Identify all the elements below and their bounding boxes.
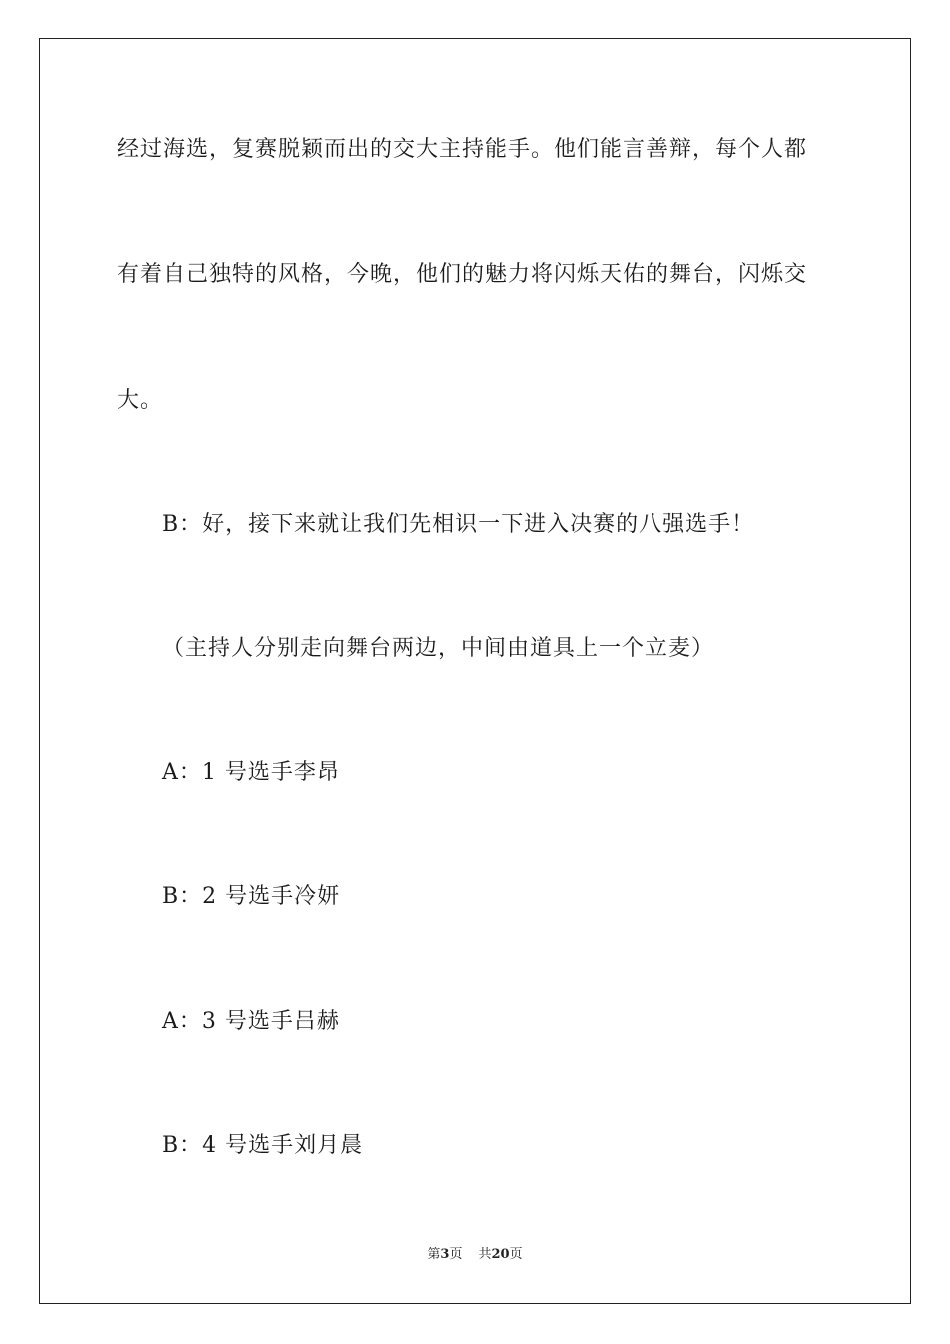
dialogue-a-contestant-3: A：3 号选手吕赫 — [162, 1009, 340, 1034]
page-suffix: 页 — [449, 1247, 463, 1262]
paragraph-line-1: 经过海选，复赛脱颖而出的交大主持能手。他们能言善辩，每个人都 — [117, 137, 808, 162]
page-number: 3 — [440, 1247, 450, 1262]
page-prefix: 第 — [427, 1247, 441, 1262]
dialogue-b-contestant-2: B：2 号选手冷妍 — [162, 884, 341, 909]
paragraph-line-2: 有着自己独特的风格，今晚，他们的魅力将闪烁天佑的舞台，闪烁交 — [117, 262, 808, 287]
total-suffix: 页 — [509, 1247, 523, 1262]
page-border — [39, 38, 911, 1304]
paragraph-line-3: 大。 — [117, 388, 164, 413]
page-footer — [0, 1246, 950, 1264]
total-prefix: 共 — [478, 1247, 492, 1262]
dialogue-b-contestant-4: B：4 号选手刘月晨 — [162, 1133, 364, 1158]
dialogue-b-intro: B：好，接下来就让我们先相识一下进入决赛的八强选手！ — [162, 512, 755, 537]
stage-direction: （主持人分别走向舞台两边，中间由道具上一个立麦） — [162, 636, 715, 661]
dialogue-a-contestant-1: A：1 号选手李昂 — [162, 760, 340, 785]
total-pages: 20 — [491, 1247, 510, 1262]
